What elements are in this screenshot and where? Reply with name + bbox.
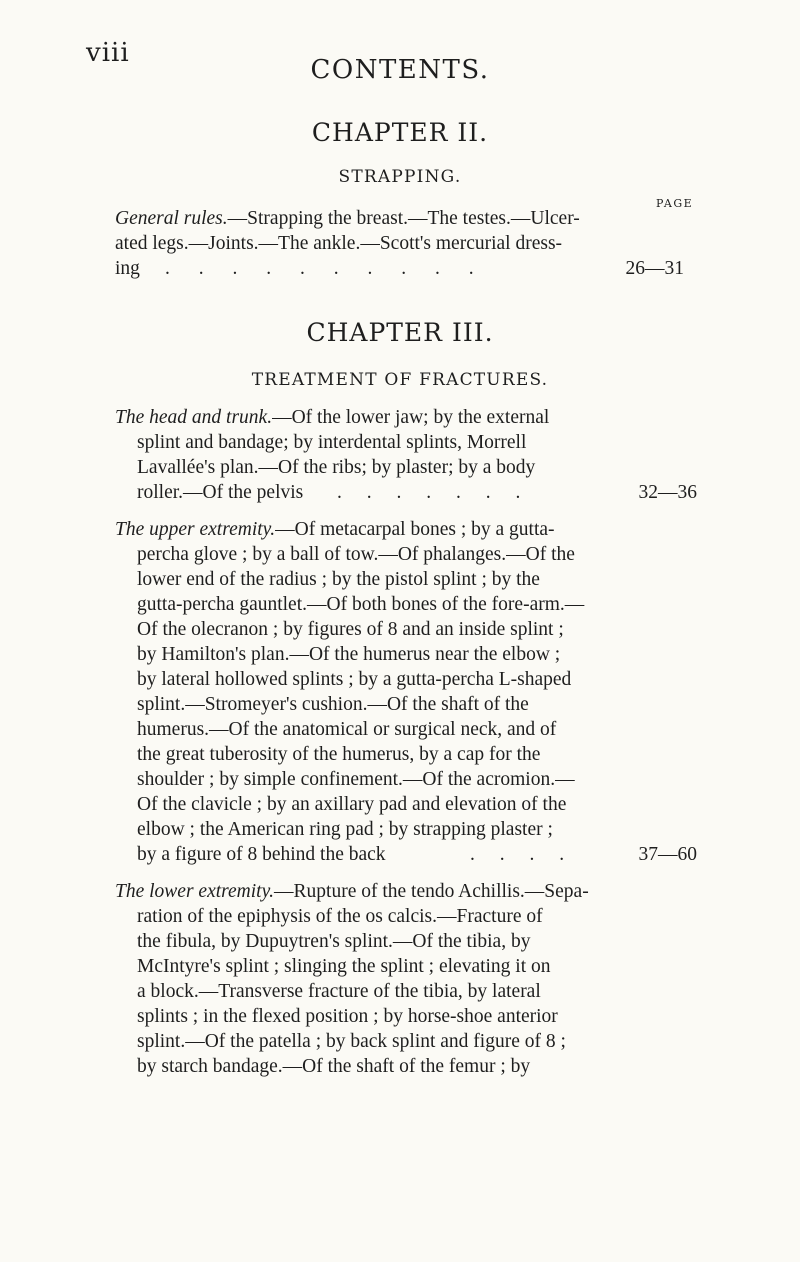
toc-line: Of the olecranon ; by figures of 8 and an inside splint ; <box>137 619 564 640</box>
toc-line: splints ; in the flexed position ; by horse-shoe anterior <box>137 1006 558 1027</box>
toc-line: The head and trunk.—Of the lower jaw; by the external <box>115 407 550 428</box>
toc-line: Of the clavicle ; by an axillary pad and elevation of the <box>137 794 567 815</box>
toc-line: elbow ; the American ring pad ; by strapping plaster ; <box>137 819 553 840</box>
toc-entry-heading: The head and trunk. <box>115 407 273 428</box>
toc-line: the great tuberosity of the humerus, by a cap for the <box>137 744 541 765</box>
dot-leader: . . . . <box>470 844 575 865</box>
page-number: viii <box>86 38 130 68</box>
toc-line: percha glove ; by a ball of tow.—Of phalanges.—Of the <box>137 544 575 565</box>
toc-line: by Hamilton's plan.—Of the humerus near the elbow ; <box>137 644 561 665</box>
toc-line: by a figure of 8 behind the back <box>137 844 386 865</box>
toc-line: shoulder ; by simple confinement.—Of the acromion.— <box>137 769 575 790</box>
page-range: 32—36 <box>638 482 697 503</box>
toc-line: the fibula, by Dupuytren's splint.—Of the tibia, by <box>137 931 531 952</box>
chapter-2-subtitle: STRAPPING. <box>338 167 462 187</box>
toc-line: gutta-percha gauntlet.—Of both bones of the fore-arm.— <box>137 594 585 615</box>
toc-line: General rules.—Strapping the breast.—The testes.—Ulcer- <box>115 208 580 229</box>
chapter-3-title: CHAPTER III. <box>306 318 494 347</box>
dot-leader: . . . . . . . <box>337 482 531 503</box>
toc-line: ated legs.—Joints.—The ankle.—Scott's mercurial dress- <box>115 233 563 254</box>
toc-line: by starch bandage.—Of the shaft of the femur ; by <box>137 1056 531 1077</box>
toc-line: McIntyre's splint ; slinging the splint ; elevating it on <box>137 956 551 977</box>
toc-line: The lower extremity.—Rupture of the tendo Achillis.—Sepa- <box>115 881 589 902</box>
toc-line: ing <box>115 258 140 279</box>
chapter-3-subtitle: TREATMENT OF FRACTURES. <box>251 370 549 390</box>
toc-line: splint.—Of the patella ; by back splint and figure of 8 ; <box>137 1031 566 1052</box>
toc-line: The upper extremity.—Of metacarpal bones ; by a gutta- <box>115 519 555 540</box>
chapter-2-title: CHAPTER II. <box>311 118 489 147</box>
toc-line: a block.—Transverse fracture of the tibia, by lateral <box>137 981 541 1002</box>
toc-line: lower end of the radius ; by the pistol splint ; by the <box>137 569 540 590</box>
toc-entry-heading: General rules. <box>115 208 228 229</box>
toc-line: by lateral hollowed splints ; by a gutta-percha L-shaped <box>137 669 572 690</box>
page-range: 26—31 <box>625 258 684 279</box>
toc-leader-line <box>165 257 684 281</box>
toc-leader-line <box>470 843 697 867</box>
toc-line: humerus.—Of the anatomical or surgical neck, and of <box>137 719 557 740</box>
toc-entry-heading: The upper extremity. <box>115 519 276 540</box>
toc-line: roller.—Of the pelvis <box>137 482 304 503</box>
page-range: 37—60 <box>638 844 697 865</box>
dot-leader: . . . . . . . . . . <box>165 258 486 279</box>
toc-line: splint and bandage; by interdental splints, Morrell <box>137 432 527 453</box>
toc-leader-line <box>337 481 697 505</box>
toc-line: ration of the epiphysis of the os calcis.—Fracture of <box>137 906 543 927</box>
toc-line: Lavallée's plan.—Of the ribs; by plaster; by a body <box>137 457 536 478</box>
page-column-label: PAGE <box>656 197 694 210</box>
toc-line: splint.—Stromeyer's cushion.—Of the shaft of the <box>137 694 529 715</box>
running-title: CONTENTS. <box>310 55 490 85</box>
toc-entry-heading: The lower extremity. <box>115 881 275 902</box>
